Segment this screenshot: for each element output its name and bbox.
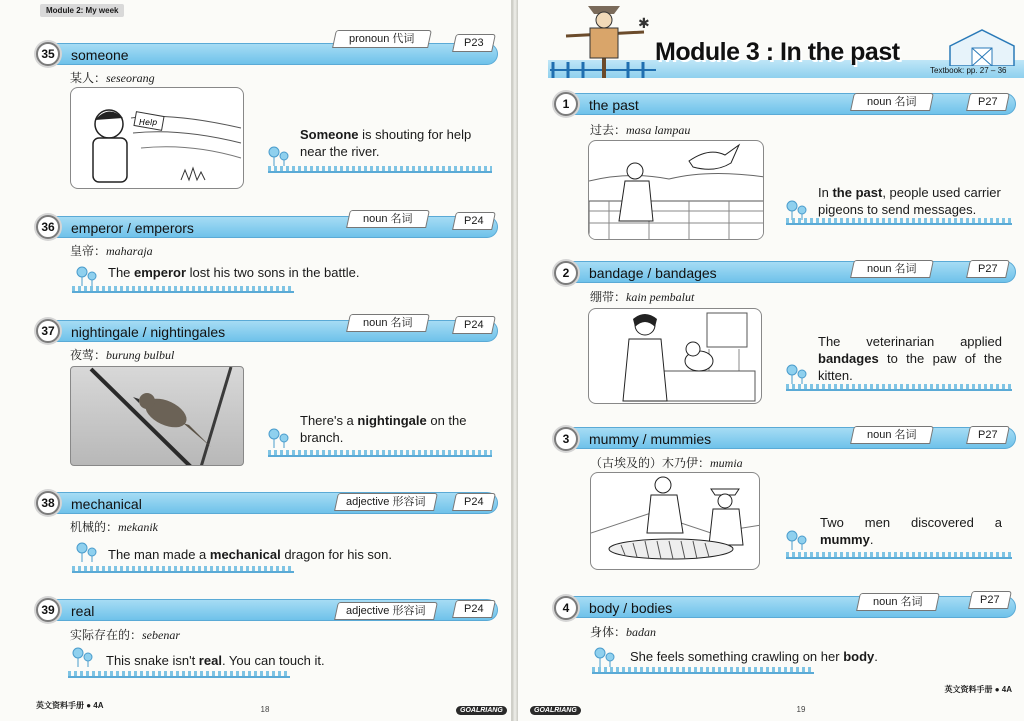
translation: 绷带：kain pembalut: [590, 290, 695, 304]
flower-icon: [266, 144, 292, 166]
grass-divider: [592, 667, 814, 674]
page-ref-tab: P24: [452, 600, 496, 618]
flower-icon: [784, 528, 810, 550]
module-title: Module 3 : In the past: [655, 38, 900, 66]
entry-word: the past: [589, 97, 639, 113]
entry-number: 2: [554, 261, 578, 285]
example-sentence: The veterinarian applied bandages to the paw of the kitten.: [818, 334, 1002, 383]
part-of-speech-tab: noun 名词: [346, 210, 430, 228]
publisher-logo: GOALRIANG: [456, 706, 507, 715]
entry-number: 39: [36, 598, 60, 622]
page-ref-tab: P27: [968, 591, 1012, 609]
entry-number: 1: [554, 92, 578, 116]
flower-icon: [74, 540, 100, 562]
part-of-speech-tab: noun 名词: [850, 260, 934, 278]
example-sentence: She feels something crawling on her body.: [630, 649, 878, 664]
part-of-speech-tab: pronoun 代词: [332, 30, 432, 48]
word-bar: [556, 261, 1016, 283]
page-ref-tab: P24: [452, 316, 496, 334]
entry-word: emperor / emperors: [71, 220, 194, 236]
part-of-speech-tab: noun 名词: [346, 314, 430, 332]
mummy-illustration: [591, 473, 760, 570]
example-sentence: Someone is shouting for help near the river.: [300, 127, 472, 159]
example-sentence: There's a nightingale on the branch.: [300, 413, 467, 445]
footer-title: 英文资料手册 ● 4A: [36, 701, 104, 710]
grass-divider: [268, 450, 492, 457]
textbook-reference: Textbook: pp. 27 – 36: [930, 66, 1007, 75]
publisher-logo: GOALRIANG: [530, 706, 581, 715]
translation: 机械的：mekanik: [70, 520, 158, 534]
page-number: 19: [796, 705, 806, 714]
grass-divider: [72, 566, 294, 573]
svg-text:✱: ✱: [638, 16, 650, 32]
flower-icon: [784, 198, 810, 220]
translation: （古埃及的）木乃伊：mumia: [590, 456, 743, 470]
flower-icon: [74, 264, 100, 286]
entry-word: mummy / mummies: [589, 431, 712, 447]
word-bar: [38, 320, 498, 342]
part-of-speech-tab: noun 名词: [850, 93, 934, 111]
entry-number: 4: [554, 596, 578, 620]
word-bar: [556, 427, 1016, 449]
translation: 某人：seseorang: [70, 71, 155, 85]
entry-number: 35: [36, 42, 60, 66]
svg-text:Help: Help: [139, 118, 158, 127]
entry-number: 36: [36, 215, 60, 239]
entry-number: 3: [554, 427, 578, 451]
footer-title: 英文资料手册 ● 4A: [944, 685, 1012, 694]
flower-icon: [784, 362, 810, 384]
page-ref-tab: P27: [966, 260, 1010, 278]
grass-divider: [68, 671, 290, 678]
flower-icon: [266, 426, 292, 448]
translation: 身体：badan: [590, 625, 657, 639]
word-bar: [556, 596, 1016, 618]
grass-divider: [268, 166, 492, 173]
nightingale-illustration: [71, 367, 244, 466]
word-bar: [556, 93, 1016, 115]
module-tag: Module 2: My week: [40, 4, 124, 17]
word-bar: [38, 43, 498, 65]
flower-icon: [592, 645, 618, 667]
entry-word: someone: [71, 47, 129, 63]
illustration-vet: [588, 308, 762, 404]
example-sentence: Two men discovered a mummy.: [820, 515, 1002, 547]
part-of-speech-tab: adjective 形容词: [334, 602, 438, 620]
grass-divider: [786, 552, 1012, 559]
page-ref-tab: P24: [452, 212, 496, 230]
entry-word: body / bodies: [589, 600, 673, 616]
page-ref-tab: P27: [966, 426, 1010, 444]
page-number: 18: [260, 705, 270, 714]
entry-number: 38: [36, 491, 60, 515]
translation: 实际存在的：sebenar: [70, 628, 181, 642]
entry-word: nightingale / nightingales: [71, 324, 226, 340]
example-sentence: This snake isn't real. You can touch it.: [106, 653, 325, 668]
illustration-pigeons: [588, 140, 764, 240]
page-ref-tab: P27: [966, 93, 1010, 111]
grass-divider: [72, 286, 294, 293]
translation: 皇帝：maharaja: [70, 244, 153, 258]
illustration-boy-help: [70, 87, 244, 189]
translation: 过去：masa lampau: [590, 123, 691, 137]
entry-word: real: [71, 603, 95, 619]
grass-divider: [786, 384, 1012, 391]
scarecrow-icon: [548, 0, 658, 80]
barn-icon: [944, 26, 1020, 66]
example-sentence: In the past, people used carrier pigeons to send messages.: [818, 185, 1001, 217]
part-of-speech-tab: noun 名词: [850, 426, 934, 444]
entry-number: 37: [36, 319, 60, 343]
example-sentence: The man made a mechanical dragon for his son.: [108, 547, 393, 562]
vet-illustration: [589, 309, 762, 404]
part-of-speech-tab: noun 名词: [856, 593, 940, 611]
part-of-speech-tab: adjective 形容词: [334, 493, 438, 511]
right-page: [518, 0, 1024, 721]
boy-illustration: [71, 88, 244, 189]
entry-word: mechanical: [71, 496, 142, 512]
illustration-nightingale-photo: [70, 366, 244, 466]
page-ref-tab: P24: [452, 493, 496, 511]
flower-icon: [70, 645, 96, 667]
entry-word: bandage / bandages: [589, 265, 717, 281]
word-bar: [38, 216, 498, 238]
example-sentence: The emperor lost his two sons in the battle.: [108, 265, 360, 280]
pigeon-illustration: [589, 141, 764, 240]
illustration-mummy: [590, 472, 760, 570]
translation: 夜莺：burung bulbul: [70, 348, 175, 362]
page-ref-tab: P23: [452, 34, 496, 52]
grass-divider: [786, 218, 1012, 225]
